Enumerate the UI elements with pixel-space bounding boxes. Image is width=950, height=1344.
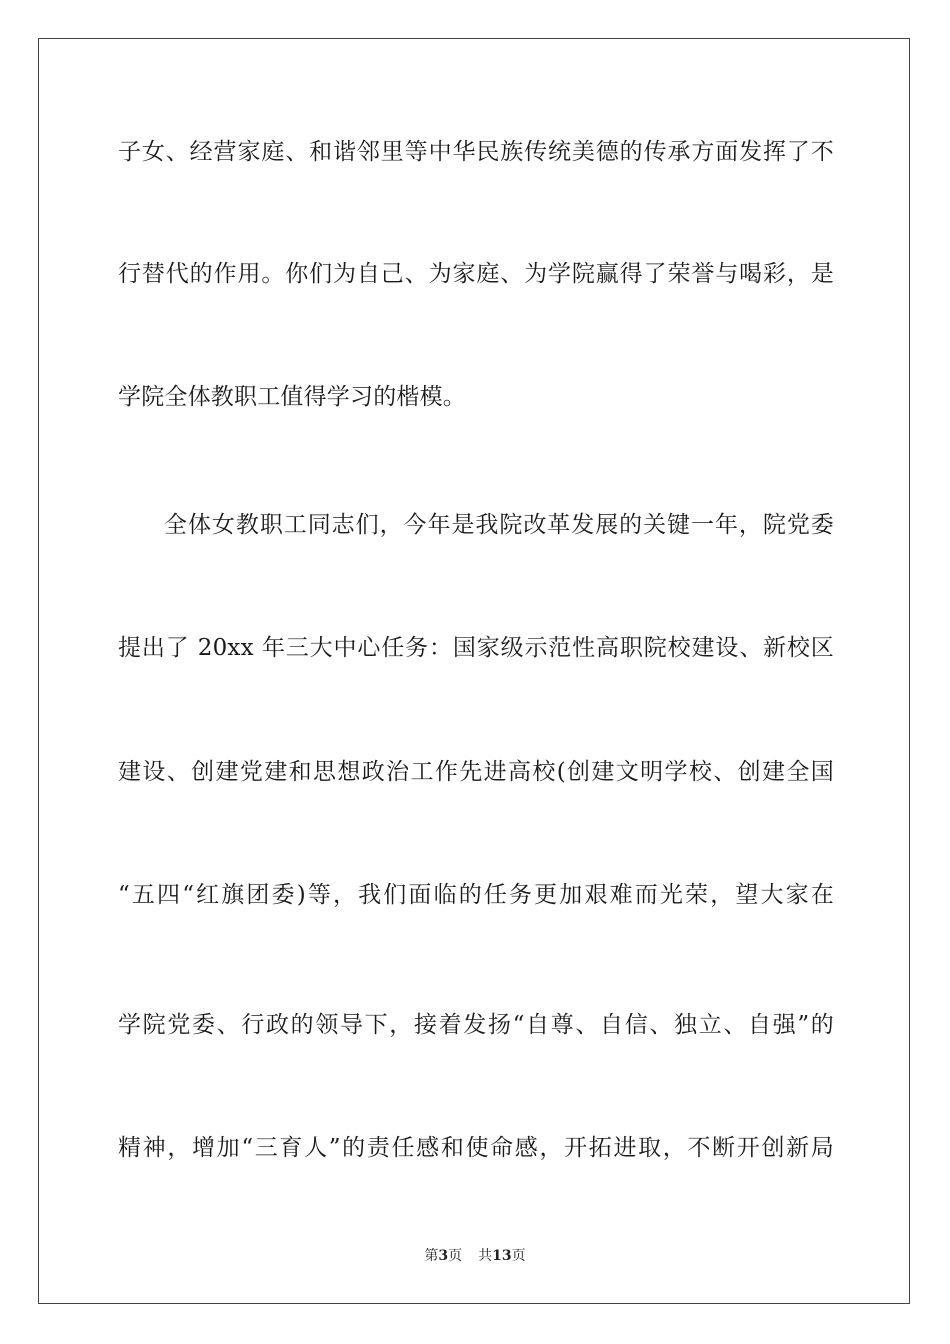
page-number: 3 xyxy=(438,1248,449,1264)
text-line-2: 行替代的作用。你们为自己、为家庭、为学院赢得了荣誉与喝彩，是 xyxy=(118,261,834,287)
page-border xyxy=(38,38,910,1304)
text-line-4: 全体女教职工同志们，今年是我院改革发展的关键一年，院党委 xyxy=(164,512,834,538)
total-pages: 13 xyxy=(492,1248,512,1264)
page-footer xyxy=(0,1247,950,1265)
text-line-1: 子女、经营家庭、和谐邻里等中华民族传统美德的传承方面发挥了不 xyxy=(118,139,834,165)
text-line-6: 建设、创建党建和思想政治工作先进高校(创建文明学校、创建全国 xyxy=(118,759,834,785)
text-line-5: 提出了 20xx 年三大中心任务：国家级示范性高职院校建设、新校区 xyxy=(118,635,834,661)
total-suffix: 页 xyxy=(511,1248,526,1264)
page-prefix: 第 xyxy=(424,1248,439,1264)
text-line-9: 精神，增加“三育人”的责任感和使命感，开拓进取，不断开创新局 xyxy=(118,1135,834,1161)
text-line-8: 学院党委、行政的领导下，接着发扬“自尊、自信、独立、自强”的 xyxy=(118,1012,834,1038)
text-line-7: “五四“红旗团委)等，我们面临的任务更加艰难而光荣，望大家在 xyxy=(118,882,834,908)
text-line-3: 学院全体教职工值得学习的楷模。 xyxy=(118,384,466,410)
total-prefix: 共 xyxy=(478,1248,493,1264)
page-suffix: 页 xyxy=(448,1248,463,1264)
